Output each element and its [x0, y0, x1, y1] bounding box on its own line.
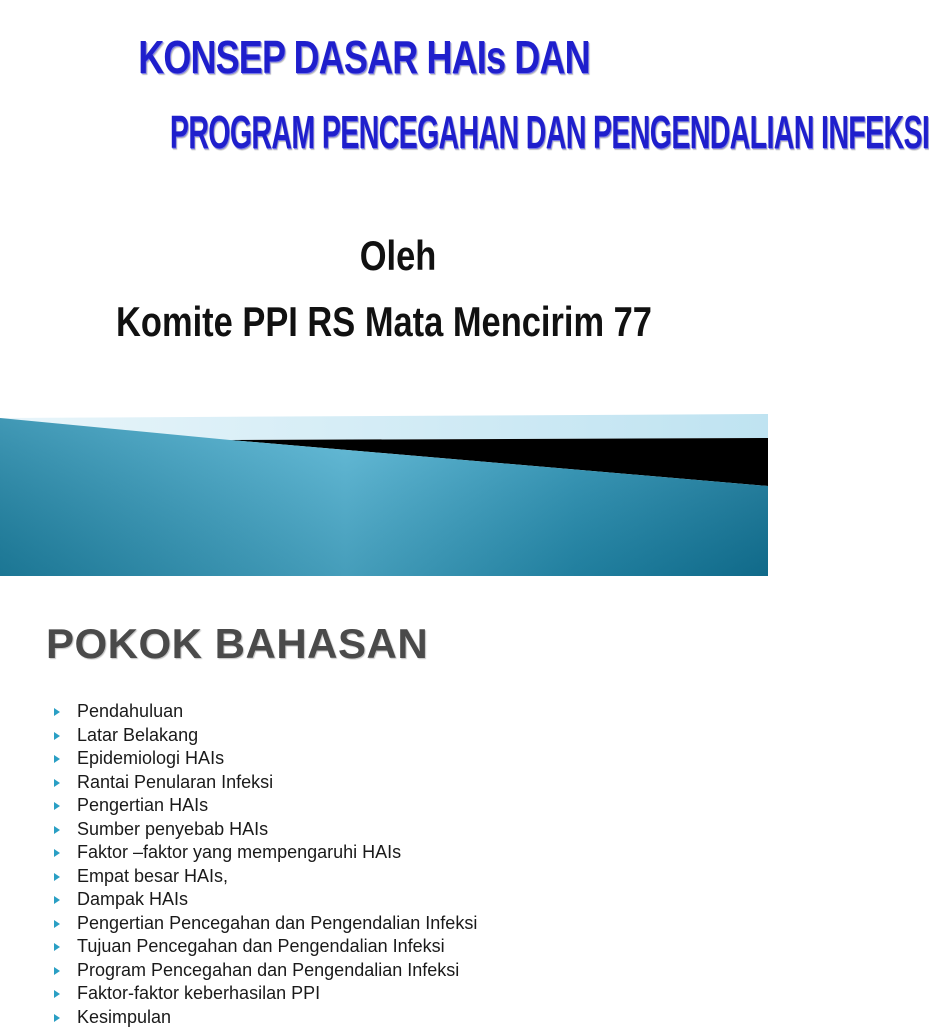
triangle-bullet-icon — [54, 873, 60, 881]
agenda-item — [52, 959, 477, 983]
triangle-bullet-icon — [54, 849, 60, 857]
agenda-item — [52, 841, 477, 865]
triangle-bullet-icon — [54, 990, 60, 998]
agenda-item-label: Rantai Penularan Infeksi — [77, 772, 273, 792]
triangle-bullet-icon — [54, 708, 60, 716]
triangle-bullet-icon — [54, 967, 60, 975]
agenda-item-label: Pengertian Pencegahan dan Pengendalian Infeksi — [77, 913, 477, 933]
agenda-item — [52, 1006, 477, 1029]
agenda-title: POKOK BAHASAN — [46, 620, 428, 668]
triangle-bullet-icon — [54, 779, 60, 787]
triangle-bullet-icon — [54, 802, 60, 810]
agenda-item-label: Faktor-faktor keberhasilan PPI — [77, 983, 320, 1003]
triangle-bullet-icon — [54, 732, 60, 740]
agenda-item-label: Pengertian HAIs — [77, 795, 208, 815]
agenda-item-label: Dampak HAIs — [77, 889, 188, 909]
agenda-item — [52, 982, 477, 1006]
triangle-bullet-icon — [54, 896, 60, 904]
agenda-item — [52, 865, 477, 889]
decorative-banner — [0, 410, 768, 576]
author-name: Komite PPI RS Mata Mencirim 77 — [69, 298, 699, 346]
triangle-bullet-icon — [54, 943, 60, 951]
agenda-item-label: Sumber penyebab HAIs — [77, 819, 268, 839]
agenda-list — [52, 700, 477, 1029]
triangle-bullet-icon — [54, 1014, 60, 1022]
agenda-item-label: Faktor –faktor yang mempengaruhi HAIs — [77, 842, 401, 862]
agenda-item-label: Tujuan Pencegahan dan Pengendalian Infeksi — [77, 936, 445, 956]
agenda-item — [52, 888, 477, 912]
slide-title-line-1: KONSEP DASAR HAIs DAN — [64, 30, 663, 84]
triangle-bullet-icon — [54, 920, 60, 928]
agenda-item — [52, 794, 477, 818]
title-slide — [0, 0, 768, 576]
agenda-item — [52, 700, 477, 724]
author-label: Oleh — [83, 232, 713, 280]
slide-title-line-2: PROGRAM PENCEGAHAN DAN PENGENDALIAN INFEKSI — [170, 105, 646, 159]
agenda-item — [52, 747, 477, 771]
agenda-item — [52, 771, 477, 795]
agenda-item-label: Empat besar HAIs, — [77, 866, 228, 886]
agenda-item — [52, 818, 477, 842]
agenda-item-label: Kesimpulan — [77, 1007, 171, 1027]
triangle-bullet-icon — [54, 826, 60, 834]
agenda-item-label: Pendahuluan — [77, 701, 183, 721]
agenda-item-label: Program Pencegahan dan Pengendalian Infeksi — [77, 960, 459, 980]
agenda-item-label: Latar Belakang — [77, 725, 198, 745]
agenda-item-label: Epidemiologi HAIs — [77, 748, 224, 768]
agenda-item — [52, 912, 477, 936]
agenda-item — [52, 724, 477, 748]
agenda-item — [52, 935, 477, 959]
triangle-bullet-icon — [54, 755, 60, 763]
